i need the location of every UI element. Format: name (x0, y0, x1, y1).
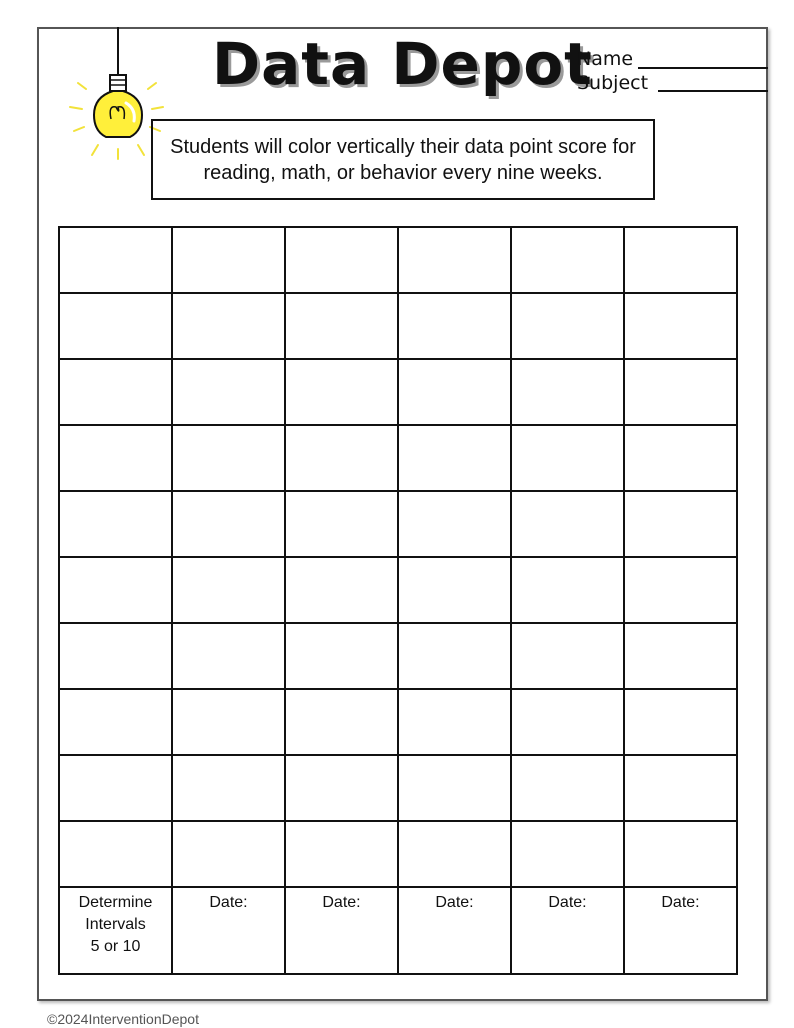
grid-row (59, 491, 737, 557)
grid-cell[interactable] (285, 623, 398, 689)
grid-cell[interactable] (624, 293, 737, 359)
grid-cell[interactable] (511, 755, 624, 821)
grid-cell[interactable] (172, 293, 285, 359)
grid-cell[interactable] (59, 755, 172, 821)
grid-cell[interactable] (172, 623, 285, 689)
grid-cell[interactable] (624, 491, 737, 557)
grid-cell[interactable] (398, 689, 511, 755)
copyright-footer: ©2024InterventionDepot (47, 1011, 199, 1027)
grid-row (59, 821, 737, 887)
date-label: Date: (435, 894, 474, 911)
grid-cell[interactable] (398, 359, 511, 425)
date-cell[interactable] (172, 887, 285, 974)
subject-line[interactable] (658, 90, 768, 92)
label-row (59, 887, 737, 974)
instructions-box (151, 119, 655, 200)
grid-cell[interactable] (624, 623, 737, 689)
data-grid (58, 226, 738, 975)
grid-row (59, 623, 737, 689)
grid-cell[interactable] (511, 623, 624, 689)
grid-cell[interactable] (172, 557, 285, 623)
grid-cell[interactable] (285, 425, 398, 491)
date-cell[interactable] (624, 887, 737, 974)
grid-row (59, 293, 737, 359)
subject-label: Subject (577, 72, 649, 94)
date-label: Date: (548, 894, 587, 911)
grid-cell[interactable] (285, 293, 398, 359)
grid-cell[interactable] (624, 359, 737, 425)
grid-cell[interactable] (172, 425, 285, 491)
grid-cell[interactable] (59, 821, 172, 887)
grid-cell[interactable] (624, 821, 737, 887)
grid-cell[interactable] (398, 755, 511, 821)
grid-cell[interactable] (59, 293, 172, 359)
date-cell[interactable] (285, 887, 398, 974)
grid-cell[interactable] (511, 491, 624, 557)
grid-cell[interactable] (624, 689, 737, 755)
grid-cell[interactable] (511, 227, 624, 293)
grid-cell[interactable] (398, 227, 511, 293)
grid-cell[interactable] (285, 359, 398, 425)
lightbulb-icon (64, 27, 164, 167)
instructions-text: Students will color vertically their data point score for reading, math, or behavior every nine weeks. (170, 135, 636, 184)
grid-cell[interactable] (398, 425, 511, 491)
grid-cell[interactable] (398, 557, 511, 623)
grid-cell[interactable] (511, 359, 624, 425)
grid-cell[interactable] (285, 227, 398, 293)
grid-cell[interactable] (511, 293, 624, 359)
grid-cell[interactable] (285, 491, 398, 557)
grid-row (59, 755, 737, 821)
grid-cell[interactable] (511, 425, 624, 491)
grid-cell[interactable] (511, 689, 624, 755)
grid-cell[interactable] (59, 425, 172, 491)
grid-cell[interactable] (624, 557, 737, 623)
grid-row (59, 227, 737, 293)
grid-cell[interactable] (172, 491, 285, 557)
grid-cell[interactable] (59, 623, 172, 689)
interval-label-line: Determine (78, 894, 153, 911)
name-label: Name (577, 48, 634, 70)
interval-label-line: 5 or 10 (90, 938, 141, 955)
grid-cell[interactable] (285, 821, 398, 887)
grid-cell[interactable] (285, 557, 398, 623)
grid-cell[interactable] (172, 821, 285, 887)
grid-cell[interactable] (398, 491, 511, 557)
grid-row (59, 425, 737, 491)
grid-cell[interactable] (624, 425, 737, 491)
page-title: Data Depot (212, 30, 593, 98)
grid-cell[interactable] (511, 557, 624, 623)
interval-label-cell (59, 887, 172, 974)
grid-cell[interactable] (511, 821, 624, 887)
grid-cell[interactable] (172, 227, 285, 293)
grid-cell[interactable] (59, 491, 172, 557)
grid-cell[interactable] (59, 557, 172, 623)
grid-cell[interactable] (172, 359, 285, 425)
grid-cell[interactable] (59, 359, 172, 425)
date-cell[interactable] (398, 887, 511, 974)
grid-row (59, 557, 737, 623)
interval-label-line: Intervals (85, 916, 146, 933)
grid-cell[interactable] (59, 227, 172, 293)
date-label: Date: (661, 894, 700, 911)
date-label: Date: (209, 894, 248, 911)
date-label: Date: (322, 894, 361, 911)
grid-cell[interactable] (285, 689, 398, 755)
name-line[interactable] (638, 67, 768, 69)
grid-cell[interactable] (59, 689, 172, 755)
grid-row (59, 359, 737, 425)
grid-cell[interactable] (624, 755, 737, 821)
grid-cell[interactable] (398, 293, 511, 359)
grid-cell[interactable] (398, 821, 511, 887)
grid-cell[interactable] (172, 755, 285, 821)
grid-cell[interactable] (285, 755, 398, 821)
grid-cell[interactable] (172, 689, 285, 755)
grid-row (59, 689, 737, 755)
grid-cell[interactable] (624, 227, 737, 293)
date-cell[interactable] (511, 887, 624, 974)
grid-cell[interactable] (398, 623, 511, 689)
